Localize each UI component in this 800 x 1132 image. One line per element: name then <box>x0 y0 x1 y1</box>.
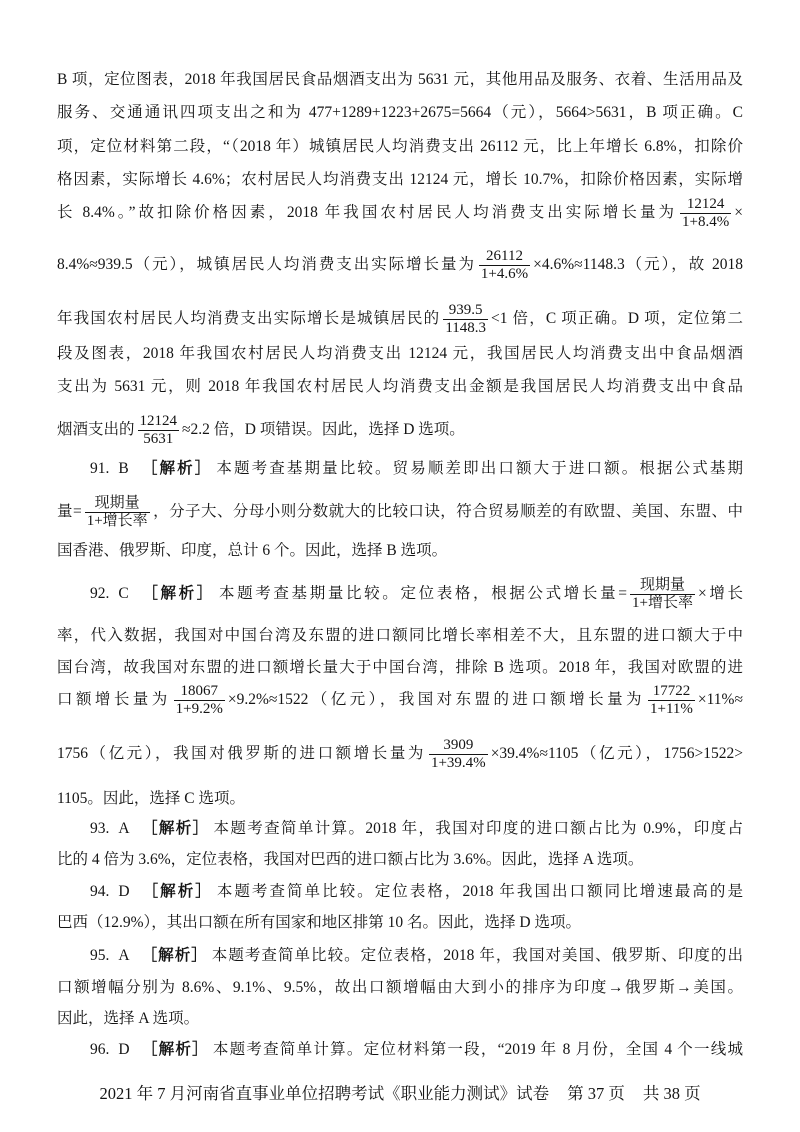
fraction-denominator: 1+增长率 <box>631 594 693 611</box>
fraction-numerator: 3909 <box>429 737 488 755</box>
answer-letter: D <box>118 883 130 900</box>
text-segment: 1756（亿元），我国对俄罗斯的进口额增长量为 <box>57 745 426 762</box>
fraction-denominator: 1+9.2% <box>175 700 223 717</box>
text-line <box>57 247 743 282</box>
text-line: 国台湾，故我国对东盟的进口额增长量大于中国台湾，排除 B 选项。2018 年，我国对欧盟的进 <box>57 659 743 676</box>
text-line: 项，定位材料第二段，“（2018 年）城镇居民人均消费支出 26112 元，比上年增长 6.8%，扣除价 <box>57 138 743 155</box>
fraction-numerator: 17722 <box>648 683 695 701</box>
text-line: 1105。因此，选择 C 选项。 <box>57 790 246 807</box>
fraction-numerator: 现期量 <box>85 495 150 513</box>
fraction-numerator: 现期量 <box>630 577 695 595</box>
text-segment: 年我国农村居民人均消费支出实际增长是城镇居民的 <box>57 310 441 327</box>
fraction-numerator: 12124 <box>680 196 731 214</box>
text-segment: 本题考查简单比较。定位表格，2018 年，我国对美国、俄罗斯、印度的出 <box>211 947 743 964</box>
text-segment: 口额增长量为 <box>57 691 171 708</box>
fraction-denominator: 1+8.4% <box>682 213 730 230</box>
question-number: 95. <box>90 947 110 964</box>
question-number: 93. <box>90 820 110 837</box>
text-line <box>57 494 743 529</box>
text-segment: 量= <box>57 503 82 520</box>
fraction <box>85 495 150 530</box>
text-segment: 8.4%≈939.5（元），城镇居民人均消费支出实际增长量为 <box>57 256 476 273</box>
fraction <box>429 737 488 772</box>
fraction-denominator: 1+增长率 <box>86 512 148 529</box>
text-segment: ×4.6%≈1148.3（元），故 2018 <box>533 256 743 273</box>
text-line <box>57 301 743 336</box>
question-number: 91. <box>90 460 110 477</box>
page-footer <box>0 1082 800 1106</box>
text-line: 率，代入数据，我国对中国台湾及东盟的进口额同比增长率相差不大，且东盟的进口额大于中 <box>57 627 743 644</box>
fraction <box>680 196 731 231</box>
text-line <box>57 195 743 230</box>
answer-letter: A <box>118 820 130 837</box>
fraction-numerator: 18067 <box>174 683 225 701</box>
analysis-label: ［解析］ <box>139 585 215 602</box>
text-segment: <1 倍，C 项正确。D 项，定位第二 <box>491 310 743 327</box>
fraction <box>138 413 180 448</box>
footer-page-total: 共 38 页 <box>642 1084 701 1103</box>
text-segment: ，分子大、分母小则分数就大的比较口诀，符合贸易顺差的有欧盟、美国、东盟、中 <box>152 503 743 520</box>
answer-letter: D <box>118 1041 130 1058</box>
fraction-numerator: 939.5 <box>443 302 488 320</box>
footer-exam-title: 2021 年 7 月河南省直事业单位招聘考试《职业能力测试》试卷 <box>99 1084 550 1103</box>
fraction-denominator: 1+39.4% <box>430 754 486 771</box>
text-line: 服务、交通通讯四项支出之和为 477+1289+1223+2675=5664（元），5664>5631，B 项正确。C <box>57 104 743 121</box>
text-line <box>90 880 743 904</box>
text-segment: 本题考查基期量比较。贸易顺差即出口额大于进口额。根据公式基期 <box>216 460 743 477</box>
text-segment: ×9.2%≈1522（亿元），我国对东盟的进口额增长量为 <box>227 691 645 708</box>
text-segment: ×11%≈ <box>697 691 743 708</box>
text-line <box>57 682 743 717</box>
text-segment: ≈2.2 倍，D 项错误。因此，选择 D 选项。 <box>182 421 465 438</box>
fraction-denominator: 1+4.6% <box>480 265 529 282</box>
text-line <box>90 944 743 968</box>
text-line: 巴西（12.9%），其出口额在所有国家和地区排第 10 名。因此，选择 D 选项。 <box>57 914 581 931</box>
text-segment: ×增长 <box>697 585 743 602</box>
analysis-label: ［解析］ <box>140 883 213 900</box>
text-segment: 烟酒支出的 <box>57 421 135 438</box>
text-line <box>90 457 743 481</box>
answer-letter: C <box>118 585 129 602</box>
fraction <box>479 248 530 283</box>
text-line: 比的 4 倍为 3.6%，定位表格，我国对巴西的进口额占比为 3.6%。因此，选择 A 选项。 <box>57 851 644 868</box>
text-segment: × <box>734 204 743 221</box>
fraction-numerator: 12124 <box>139 412 178 429</box>
footer-page-number: 第 37 页 <box>567 1084 625 1103</box>
fraction <box>443 302 488 337</box>
text-segment: 本题考查简单计算。定位材料第一段，“2019 年 8 月份，全国 4 个一线城 <box>212 1041 743 1058</box>
answer-letter: A <box>118 947 130 964</box>
text-line: B 项，定位图表，2018 年我国居民食品烟酒支出为 5631 元，其他用品及服务、衣着、生活用品及 <box>57 71 743 88</box>
question-number: 96. <box>90 1041 110 1058</box>
fraction <box>648 683 695 718</box>
analysis-label: ［解析］ <box>140 1041 209 1058</box>
text-line: 国香港、俄罗斯、印度，总计 6 个。因此，选择 B 选项。 <box>57 542 448 559</box>
text-line <box>90 576 743 611</box>
text-segment: 长 8.4%。”故扣除价格因素，2018 年我国农村居民人均消费支出实际增长量为 <box>57 204 678 221</box>
fraction <box>630 577 695 612</box>
fraction-denominator: 1+11% <box>649 700 693 717</box>
question-number: 94. <box>90 883 110 900</box>
fraction <box>174 683 225 718</box>
analysis-label: ［解析］ <box>139 460 213 477</box>
text-line: 因此，选择 A 选项。 <box>57 1010 200 1027</box>
text-line <box>90 817 743 841</box>
text-line: 支出为 5631 元，则 2018 年我国农村居民人均消费支出金额是我国居民人均消费支出中食品 <box>57 378 743 395</box>
analysis-label: ［解析］ <box>140 947 208 964</box>
text-line: 格因素，实际增长 4.6%；农村居民人均消费支出 12124 元，增长 10.7%，扣除价格因素，实际增 <box>57 171 743 188</box>
text-line <box>57 736 743 771</box>
text-line: 段及图表，2018 年我国农村居民人均消费支出 12124 元，我国居民人均消费支出中食品烟酒 <box>57 345 743 362</box>
question-number: 92. <box>90 585 110 602</box>
fraction-numerator: 26112 <box>479 248 530 266</box>
answer-letter: B <box>118 460 129 477</box>
text-line <box>57 412 743 447</box>
text-segment: 本题考查基期量比较。定位表格，根据公式增长量= <box>218 585 627 602</box>
text-line <box>90 1038 743 1062</box>
analysis-label: ［解析］ <box>140 820 210 837</box>
text-line: 口额增幅分别为 8.6%、9.1%、9.5%，故出口额增幅由大到小的排序为印度→俄罗斯→美国。 <box>57 979 743 996</box>
fraction-denominator: 5631 <box>143 430 174 447</box>
text-segment: 本题考查简单比较。定位表格，2018 年我国出口额同比增速最高的是 <box>216 883 743 900</box>
text-segment: 本题考查简单计算。2018 年，我国对印度的进口额占比为 0.9%，印度占 <box>213 820 743 837</box>
text-segment: ×39.4%≈1105（亿元），1756>1522> <box>490 745 743 762</box>
fraction-denominator: 1148.3 <box>445 319 487 336</box>
